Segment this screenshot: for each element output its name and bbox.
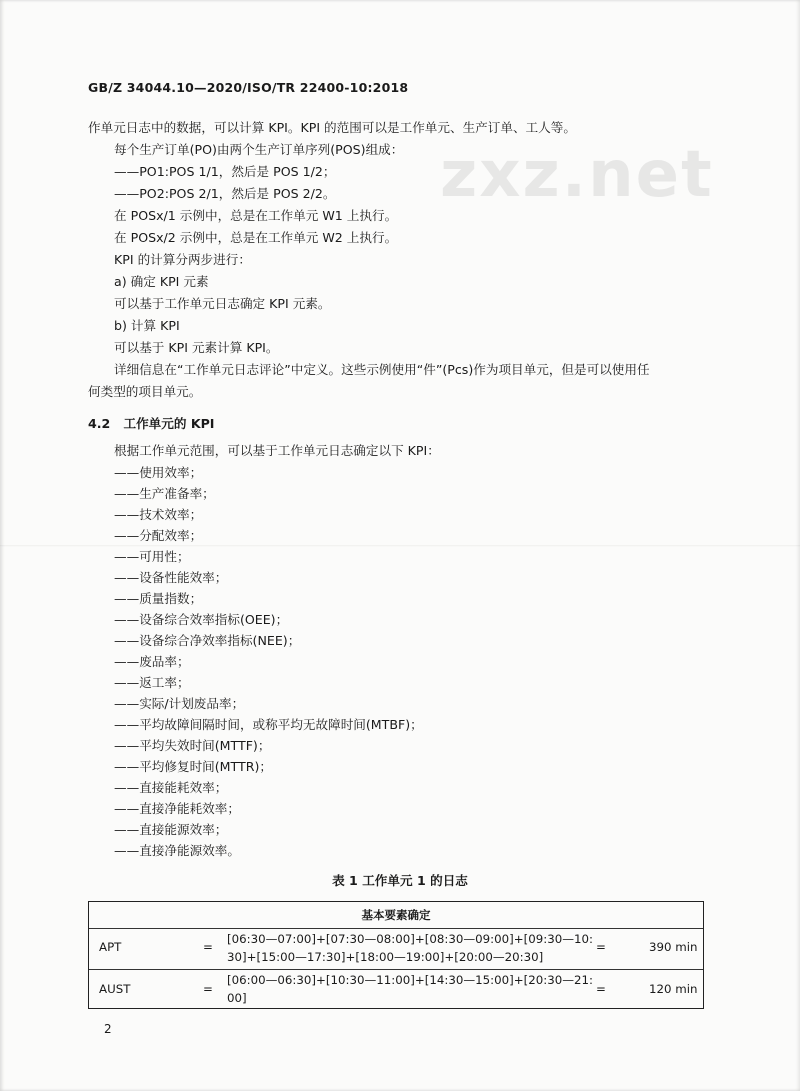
table-header: 基本要素确定 (89, 902, 703, 929)
kpi-list-item: ——直接能源效率； (114, 822, 228, 837)
table-row-equals: = (596, 940, 606, 954)
standard-header: GB/Z 34044.10—2020/ISO/TR 22400-10:2018 (88, 80, 409, 95)
table-row-name: APT (99, 940, 122, 954)
kpi-list-item: ——实际/计划废品率； (114, 696, 245, 711)
section-number: 4.2 (88, 416, 111, 431)
kpi-list-item: ——平均失效时间(MTTF)； (114, 738, 271, 753)
intro-line: 每个生产订单(PO)由两个生产订单序列(POS)组成： (114, 142, 404, 157)
section-title: 工作单元的 KPI (123, 416, 215, 431)
table-row-equals: = (203, 940, 213, 954)
table-row-expression: 30]+[15:00—17:30]+[18:00—19:00]+[20:00—20:30] (227, 950, 544, 964)
kpi-list-item: ——可用性； (114, 549, 190, 564)
table-row-name: AUST (99, 982, 131, 996)
kpi-list-item: ——返工率； (114, 675, 190, 690)
intro-line: ——PO1:POS 1/1，然后是 POS 1/2； (114, 164, 336, 179)
kpi-list-item: ——设备性能效率； (114, 570, 228, 585)
intro-line: 详细信息在“工作单元日志评论”中定义。这些示例使用“件”(Pcs)作为项目单元，但是可以使用任 (114, 362, 650, 377)
kpi-list-item: ——直接净能耗效率； (114, 801, 240, 816)
kpi-list-item: ——平均故障间隔时间，或称平均无故障时间(MTBF)； (114, 717, 423, 732)
section-lead: 根据工作单元范围，可以基于工作单元日志确定以下 KPI： (114, 443, 440, 458)
table-row-expression: 00] (227, 991, 247, 1005)
page-fold-shadow (0, 545, 800, 547)
step-b-heading: b) 计算 KPI (114, 318, 180, 333)
table-caption: 表 1 工作单元 1 的日志 (332, 873, 468, 888)
kpi-list-item: ——设备综合净效率指标(NEE)； (114, 633, 301, 648)
section-heading (88, 415, 215, 433)
intro-line: 可以基于工作单元日志确定 KPI 元素。 (114, 296, 331, 311)
kpi-list-item: ——质量指数； (114, 591, 203, 606)
intro-line: 作单元日志中的数据，可以计算 KPI。KPI 的范围可以是工作单元、生产订单、工人等。 (88, 120, 576, 135)
table-row-value: 120 min (649, 982, 698, 996)
table-row-expression: [06:00—06:30]+[10:30—11:00]+[14:30—15:00]+[20:30—21: (227, 973, 594, 987)
table-row-value: 390 min (649, 940, 698, 954)
intro-line: 在 POSx/2 示例中，总是在工作单元 W2 上执行。 (114, 230, 398, 245)
work-unit-log-table (88, 901, 704, 1009)
table-row-equals: = (596, 982, 606, 996)
table-row-divider (89, 969, 703, 970)
kpi-list-item: ——分配效率； (114, 528, 203, 543)
step-a-heading: a) 确定 KPI 元素 (114, 274, 209, 289)
kpi-list-item: ——直接净能源效率。 (114, 843, 240, 858)
intro-line: KPI 的计算分两步进行： (114, 252, 251, 267)
intro-line: ——PO2:POS 2/1，然后是 POS 2/2。 (114, 186, 336, 201)
kpi-list-item: ——直接能耗效率； (114, 780, 228, 795)
kpi-list-item: ——生产准备率； (114, 486, 215, 501)
watermark: zxz.net (440, 138, 714, 212)
kpi-list-item: ——设备综合效率指标(OEE)； (114, 612, 289, 627)
kpi-list-item: ——平均修复时间(MTTR)； (114, 759, 272, 774)
page-number: 2 (104, 1022, 112, 1036)
table-row-expression: [06:30—07:00]+[07:30—08:00]+[08:30—09:00]+[09:30—10: (227, 932, 594, 946)
intro-line: 在 POSx/1 示例中，总是在工作单元 W1 上执行。 (114, 208, 398, 223)
kpi-list-item: ——使用效率； (114, 465, 203, 480)
kpi-list-item: ——废品率； (114, 654, 190, 669)
intro-line: 可以基于 KPI 元素计算 KPI。 (114, 340, 279, 355)
kpi-list-item: ——技术效率； (114, 507, 203, 522)
table-row-equals: = (203, 982, 213, 996)
intro-line: 何类型的项目单元。 (88, 384, 202, 399)
